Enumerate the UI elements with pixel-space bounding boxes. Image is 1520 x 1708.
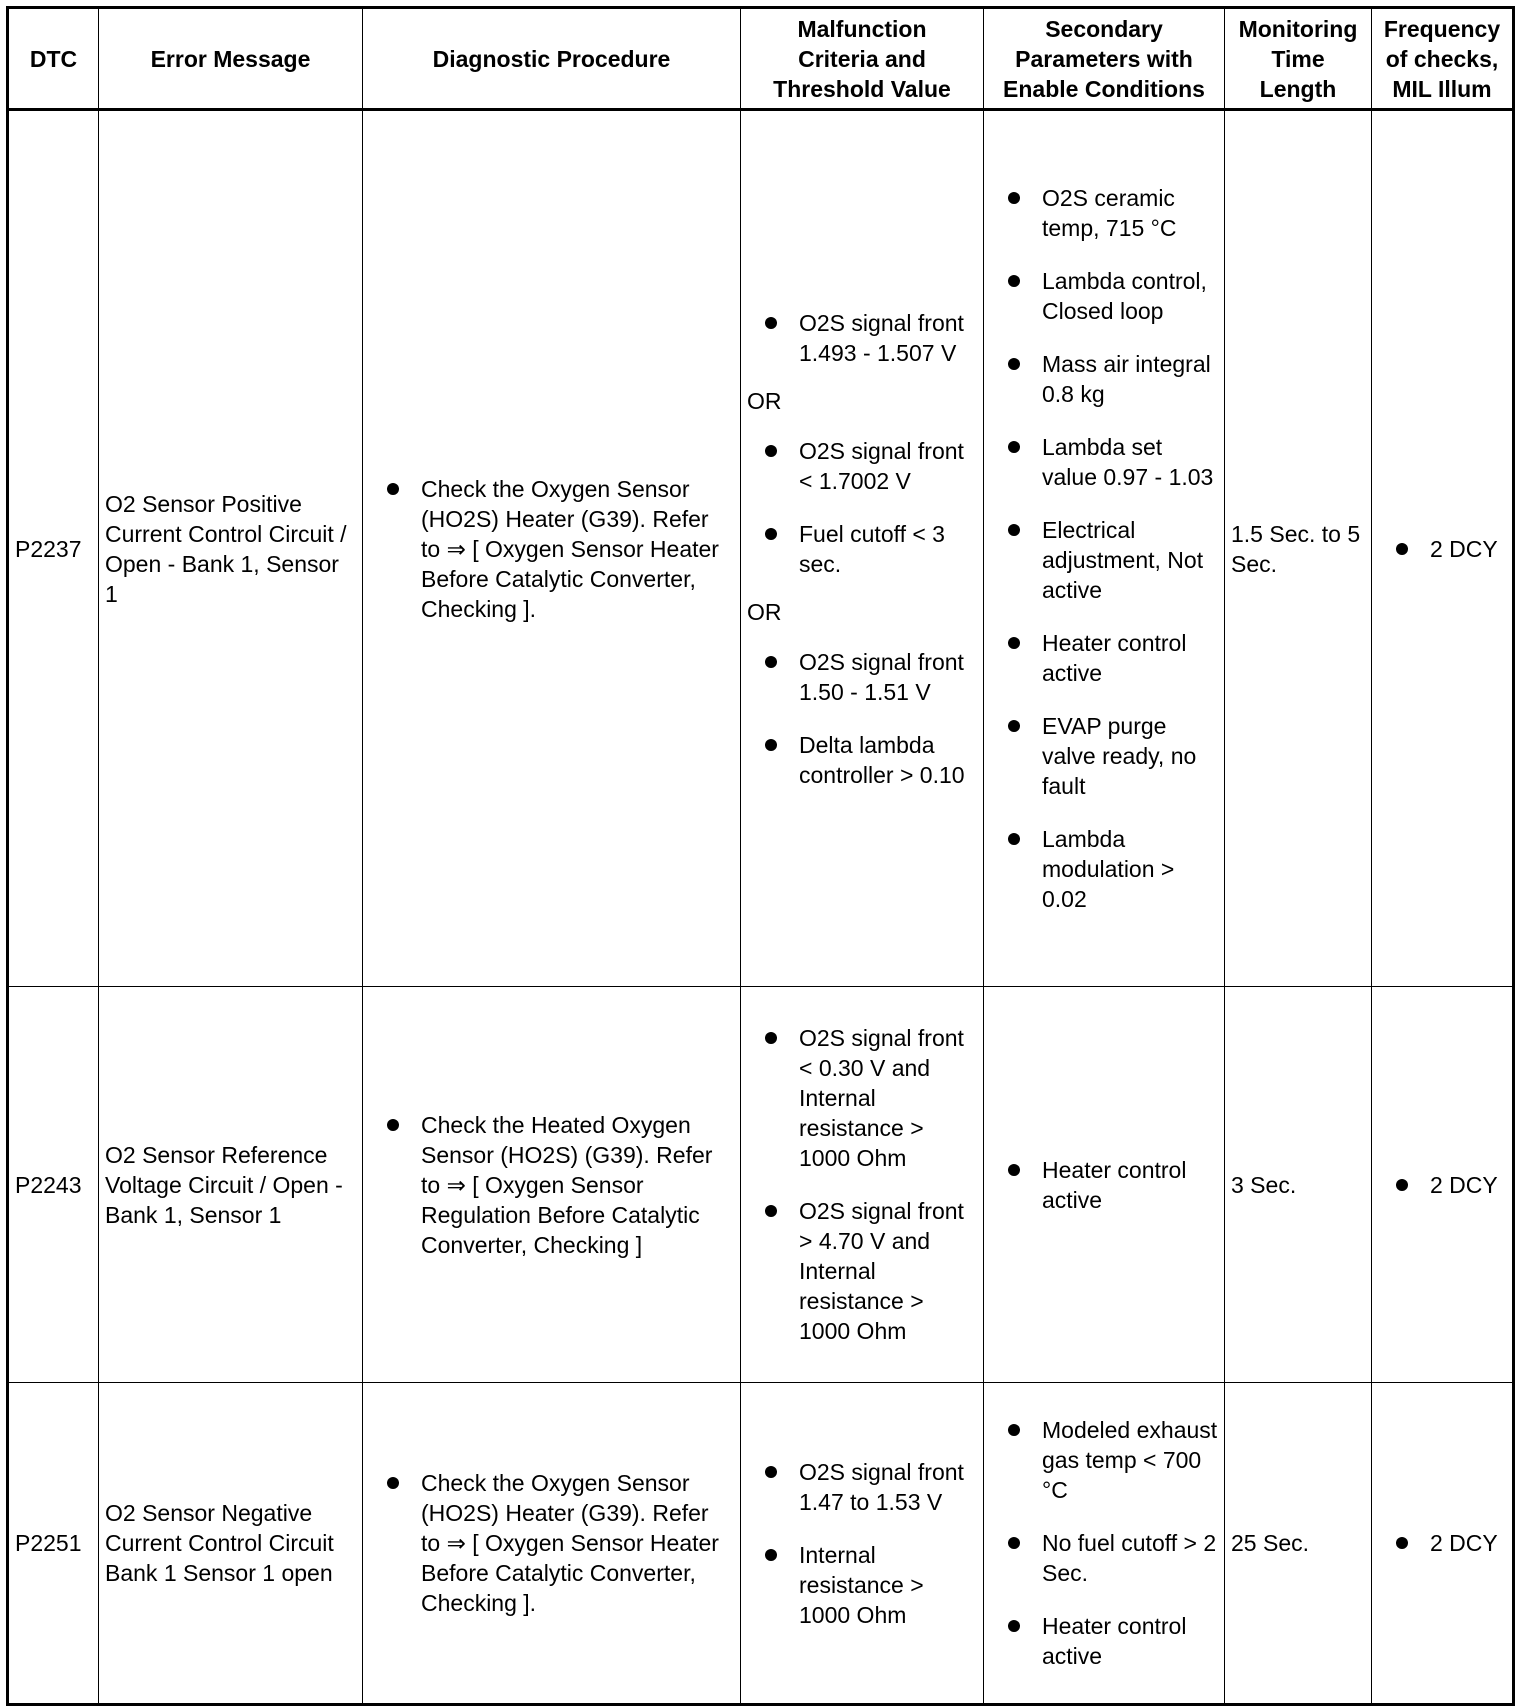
list-item: Heater control active — [990, 628, 1218, 688]
list-item: O2S signal front 1.47 to 1.53 V — [747, 1457, 977, 1517]
secondary-parameters — [984, 110, 1225, 987]
error-message: O2 Sensor Reference Voltage Circuit / Open - Bank 1, Sensor 1 — [99, 987, 363, 1383]
diagnostic-procedure — [363, 110, 741, 987]
list-item: 2 DCY — [1378, 1528, 1506, 1558]
list-item: O2S signal front > 4.70 V and Internal resistance > 1000 Ohm — [747, 1196, 977, 1346]
list-item: Mass air integral 0.8 kg — [990, 349, 1218, 409]
dtc-code: P2243 — [8, 987, 99, 1383]
diagnostic-procedure — [363, 1383, 741, 1705]
header-error-message: Error Message — [99, 8, 363, 110]
list-item: Heater control active — [990, 1611, 1218, 1671]
table-row — [8, 110, 1514, 987]
list-item: Heater control active — [990, 1155, 1218, 1215]
list-item: Lambda set value 0.97 - 1.03 — [990, 432, 1218, 492]
frequency — [1372, 110, 1514, 987]
secondary-parameters — [984, 987, 1225, 1383]
list-item: Delta lambda controller > 0.10 — [747, 730, 977, 790]
list-item: O2S signal front 1.493 - 1.507 V — [747, 308, 977, 368]
diagnostic-procedure — [363, 987, 741, 1383]
header-dtc: DTC — [8, 8, 99, 110]
list-item: Check the Heated Oxygen Sensor (HO2S) (G39). Refer to ⇒ [ Oxygen Sensor Regulation Before Catalytic Converter, Checking ] — [369, 1110, 734, 1260]
table-row — [8, 987, 1514, 1383]
header-diagnostic-procedure: Diagnostic Procedure — [363, 8, 741, 110]
error-message: O2 Sensor Negative Current Control Circuit Bank 1 Sensor 1 open — [99, 1383, 363, 1705]
malfunction-criteria — [741, 110, 984, 987]
header-secondary-parameters: Secondary Parameters with Enable Conditions — [984, 8, 1225, 110]
list-item: 2 DCY — [1378, 534, 1506, 564]
list-item: EVAP purge valve ready, no fault — [990, 711, 1218, 801]
list-item: Modeled exhaust gas temp < 700 °C — [990, 1415, 1218, 1505]
list-item: Check the Oxygen Sensor (HO2S) Heater (G39). Refer to ⇒ [ Oxygen Sensor Heater Before Catalytic Converter, Checking ]. — [369, 1468, 734, 1618]
dtc-code: P2251 — [8, 1383, 99, 1705]
frequency — [1372, 1383, 1514, 1705]
header-frequency: Frequency of checks, MIL Illum — [1372, 8, 1514, 110]
list-item: 2 DCY — [1378, 1170, 1506, 1200]
list-item: No fuel cutoff > 2 Sec. — [990, 1528, 1218, 1588]
secondary-parameters — [984, 1383, 1225, 1705]
monitoring-time: 1.5 Sec. to 5 Sec. — [1225, 110, 1372, 987]
list-item: O2S signal front 1.50 - 1.51 V — [747, 647, 977, 707]
header-malfunction-criteria: Malfunction Criteria and Threshold Value — [741, 8, 984, 110]
list-item: Lambda modulation > 0.02 — [990, 824, 1218, 914]
monitoring-time: 25 Sec. — [1225, 1383, 1372, 1705]
frequency — [1372, 987, 1514, 1383]
list-item: Internal resistance > 1000 Ohm — [747, 1540, 977, 1630]
list-item: Check the Oxygen Sensor (HO2S) Heater (G39). Refer to ⇒ [ Oxygen Sensor Heater Before Catalytic Converter, Checking ]. — [369, 474, 734, 624]
header-monitoring-time: Monitoring Time Length — [1225, 8, 1372, 110]
list-item: Lambda control, Closed loop — [990, 266, 1218, 326]
dtc-table — [6, 6, 1515, 1706]
list-item: Electrical adjustment, Not active — [990, 515, 1218, 605]
malfunction-criteria — [741, 1383, 984, 1705]
list-item: Fuel cutoff < 3 sec. — [747, 519, 977, 579]
or-separator: OR — [747, 387, 782, 414]
list-item: O2S signal front < 1.7002 V — [747, 436, 977, 496]
error-message: O2 Sensor Positive Current Control Circuit / Open - Bank 1, Sensor 1 — [99, 110, 363, 987]
list-item: O2S ceramic temp, 715 °C — [990, 183, 1218, 243]
list-item: O2S signal front < 0.30 V and Internal resistance > 1000 Ohm — [747, 1023, 977, 1173]
monitoring-time: 3 Sec. — [1225, 987, 1372, 1383]
or-separator: OR — [747, 598, 782, 625]
malfunction-criteria — [741, 987, 984, 1383]
table-row — [8, 1383, 1514, 1705]
dtc-code: P2237 — [8, 110, 99, 987]
header-row — [8, 8, 1514, 110]
